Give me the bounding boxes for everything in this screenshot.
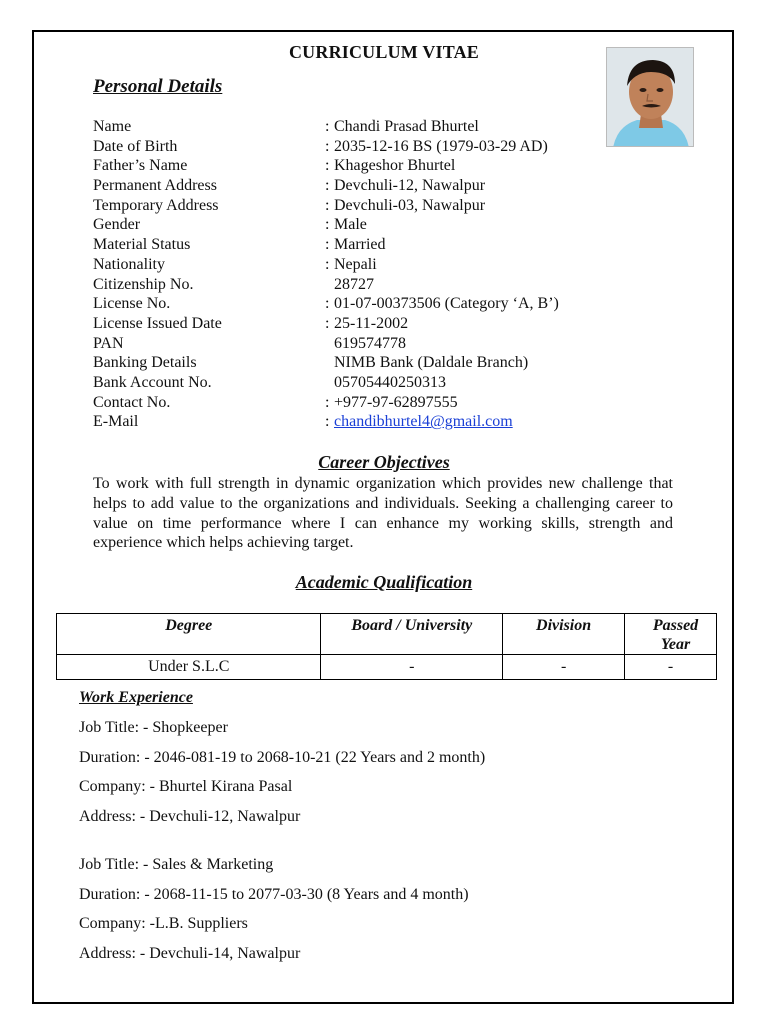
job-1-company: Company: - Bhurtel Kirana Pasal bbox=[79, 778, 293, 795]
detail-separator: : bbox=[325, 157, 330, 175]
email-link[interactable]: chandibhurtel4@gmail.com bbox=[334, 413, 513, 431]
career-objective-text: To work with full strength in dynamic organization which provides new challenge that helps to add value to the organizations and individuals. Seeking a challenging career to value on time performance where I can enhance my working skills, strength and experience which helps achieving target. bbox=[93, 475, 673, 552]
detail-label: Banking Details bbox=[93, 354, 197, 372]
detail-value bbox=[334, 412, 513, 432]
personal-details-heading: Personal Details bbox=[93, 76, 223, 97]
job-1-address: Address: - Devchuli-12, Nawalpur bbox=[79, 808, 301, 825]
detail-value: 619574778 bbox=[334, 334, 406, 352]
detail-label: Citizenship No. bbox=[93, 275, 194, 293]
detail-value: 05705440250313 bbox=[334, 373, 446, 391]
detail-label: Gender bbox=[93, 216, 141, 234]
detail-label: Date of Birth bbox=[93, 137, 178, 155]
detail-separator: : bbox=[325, 393, 330, 411]
detail-label: Father’s Name bbox=[93, 157, 188, 175]
detail-label: Nationality bbox=[93, 255, 165, 273]
detail-value: Devchuli-03, Nawalpur bbox=[334, 196, 486, 214]
column-header-passed-year: Passed Year bbox=[625, 614, 717, 655]
detail-label: Temporary Address bbox=[93, 196, 219, 214]
detail-value: Nepali bbox=[334, 255, 377, 273]
detail-label: PAN bbox=[93, 334, 124, 352]
detail-label: License No. bbox=[93, 295, 171, 313]
detail-value: Male bbox=[334, 216, 367, 234]
detail-value: 25-11-2002 bbox=[334, 314, 409, 332]
job-1-title: Job Title: - Shopkeeper bbox=[79, 719, 228, 736]
detail-label: Material Status bbox=[93, 236, 191, 254]
detail-separator: : bbox=[325, 118, 330, 135]
profile-photo bbox=[606, 47, 694, 147]
detail-separator: : bbox=[325, 177, 330, 195]
detail-value: Khageshor Bhurtel bbox=[334, 157, 456, 175]
work-experience-heading: Work Experience bbox=[79, 689, 193, 706]
job-1-duration: Duration: - 2046-081-19 to 2068-10-21 (22 Years and 2 month) bbox=[79, 749, 486, 766]
detail-separator: : bbox=[325, 295, 330, 313]
academic-table-header bbox=[57, 614, 717, 655]
detail-label: Permanent Address bbox=[93, 177, 217, 195]
detail-label: Bank Account No. bbox=[93, 373, 212, 391]
career-objectives-heading: Career Objectives bbox=[318, 452, 450, 472]
detail-separator: : bbox=[325, 216, 330, 234]
detail-label: Name bbox=[93, 118, 132, 135]
detail-value: NIMB Bank (Daldale Branch) bbox=[334, 354, 529, 372]
detail-label: Contact No. bbox=[93, 393, 171, 411]
division-cell: - bbox=[503, 655, 625, 680]
detail-value: Married bbox=[334, 236, 386, 254]
academic-table bbox=[56, 613, 717, 680]
detail-value: 2035-12-16 BS (1979-03-29 AD) bbox=[334, 137, 548, 155]
academic-qualification-heading: Academic Qualification bbox=[295, 572, 473, 592]
job-2-duration: Duration: - 2068-11-15 to 2077-03-30 (8 Years and 4 month) bbox=[79, 886, 469, 903]
job-2-title: Job Title: - Sales & Marketing bbox=[79, 856, 274, 873]
table-row bbox=[57, 655, 717, 680]
detail-separator: : bbox=[325, 137, 330, 155]
detail-label: License Issued Date bbox=[93, 314, 222, 332]
portrait-image bbox=[607, 48, 694, 147]
detail-separator: : bbox=[325, 413, 330, 431]
detail-value: +977-97-62897555 bbox=[334, 393, 458, 411]
column-header-board: Board / University bbox=[321, 614, 503, 655]
passed-year-cell: - bbox=[625, 655, 717, 680]
detail-separator: : bbox=[325, 314, 330, 332]
detail-separator: : bbox=[325, 236, 330, 254]
detail-value: Chandi Prasad Bhurtel bbox=[334, 118, 479, 135]
board-cell: - bbox=[321, 655, 503, 680]
column-header-division: Division bbox=[503, 614, 625, 655]
detail-label: E-Mail bbox=[93, 413, 139, 431]
job-2-company: Company: -L.B. Suppliers bbox=[79, 915, 248, 932]
job-2-address: Address: - Devchuli-14, Nawalpur bbox=[79, 945, 301, 962]
detail-separator: : bbox=[325, 196, 330, 214]
detail-separator: : bbox=[325, 255, 330, 273]
detail-value: 28727 bbox=[334, 275, 374, 293]
detail-value: 01-07-00373506 (Category ‘A, B’) bbox=[334, 295, 559, 313]
degree-cell: Under S.L.C bbox=[57, 655, 321, 680]
detail-value: Devchuli-12, Nawalpur bbox=[334, 177, 486, 195]
column-header-degree: Degree bbox=[57, 614, 321, 655]
document-title: CURRICULUM VITAE bbox=[288, 42, 480, 62]
